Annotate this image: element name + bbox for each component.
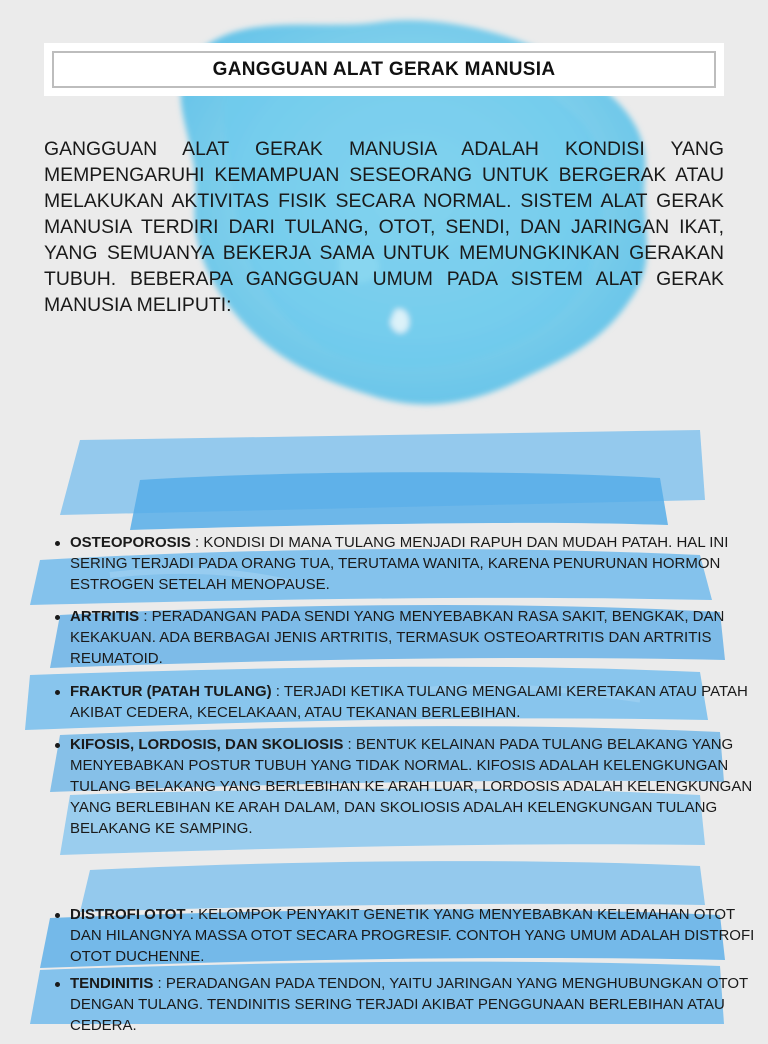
list-item [70,533,760,595]
list-item-description: : BENTUK KELAINAN PADA TULANG BELAKANG YANG MENYEBABKAN POSTUR TUBUH YANG TIDAK NORMAL. KIFOSIS ADALAH KELENGKUNGAN TULANG BELAKANG YANG BERLEBIHAN KE ARAH LUAR, LORDOSIS ADALAH KELENGKUNGAN YANG BERLEBIHAN KE ARAH DALAM, DAN SKOLIOSIS ADALAH KELENGKUNGAN TULANG BELAKANG KE SAMPING. [70,736,753,837]
list-item-term: OSTEOPOROSIS [70,534,191,551]
list-item-term: FRAKTUR (PATAH TULANG) [70,682,272,700]
list-item [70,735,760,839]
disorder-list-lower [44,905,760,1044]
list-item-description: : PERADANGAN PADA TENDON, YAITU JARINGAN YANG MENGHUBUNGKAN OTOT DENGAN TULANG. TENDINITIS SERING TERJADI AKIBAT PENGGUNAAN BERLEBIHAN ATAU CEDERA. [70,975,748,1034]
list-item-description: : PERADANGAN PADA SENDI YANG MENYEBABKAN RASA SAKIT, BENGKAK, DAN KEKAKUAN. ADA BERBAGAI JENIS ARTRITIS, TERMASUK OSTEOARTRITIS DAN ARTRITIS REUMATOID. [70,608,725,667]
page-title: GANGGUAN ALAT GERAK MANUSIA [212,58,556,80]
disorder-list-upper [44,533,760,851]
list-item [70,974,760,1036]
list-item-term: TENDINITIS [70,975,154,993]
list-item-description: : TERJADI KETIKA TULANG MENGALAMI KERETAKAN ATAU PATAH AKIBAT CEDERA, KECELAKAAN, ATAU TEKANAN BERLEBIHAN. [70,682,748,721]
list-item [70,905,760,967]
list-item-term: ARTRITIS [70,608,140,626]
title-banner [44,43,724,96]
list-item-term: DISTROFI OTOT [70,906,186,923]
intro-paragraph: GANGGUAN ALAT GERAK MANUSIA ADALAH KONDISI YANG MEMPENGARUHI KEMAMPUAN SESEORANG UNTUK BERGERAK ATAU MELAKUKAN AKTIVITAS FISIK SECARA NORMAL. SISTEM ALAT GERAK MANUSIA TERDIRI DARI TULANG, OTOT, SENDI, DAN JARINGAN IKAT, YANG SEMUANYA BEKERJA SAMA UNTUK MEMUNGKINKAN GERAKAN TUBUH. BEBERAPA GANGGUAN UMUM PADA SISTEM ALAT GERAK MANUSIA MELIPUTI: [44,138,724,316]
list-item-term: KIFOSIS, LORDOSIS, DAN SKOLIOSIS [70,736,344,754]
list-item-description: : KONDISI DI MANA TULANG MENJADI RAPUH DAN MUDAH PATAH. HAL INI SERING TERJADI PADA ORANG TUA, TERUTAMA WANITA, KARENA PENURUNAN HORMON ESTROGEN SETELAH MENOPAUSE. [70,534,729,593]
list-item [70,607,760,669]
title-box [52,51,716,88]
list-item [70,682,760,724]
list-item-description: : KELOMPOK PENYAKIT GENETIK YANG MENYEBABKAN KELEMAHAN OTOT DAN HILANGNYA MASSA OTOT SECARA PROGRESIF. CONTOH YANG UMUM ADALAH DISTROFI OTOT DUCHENNE. [70,906,755,965]
